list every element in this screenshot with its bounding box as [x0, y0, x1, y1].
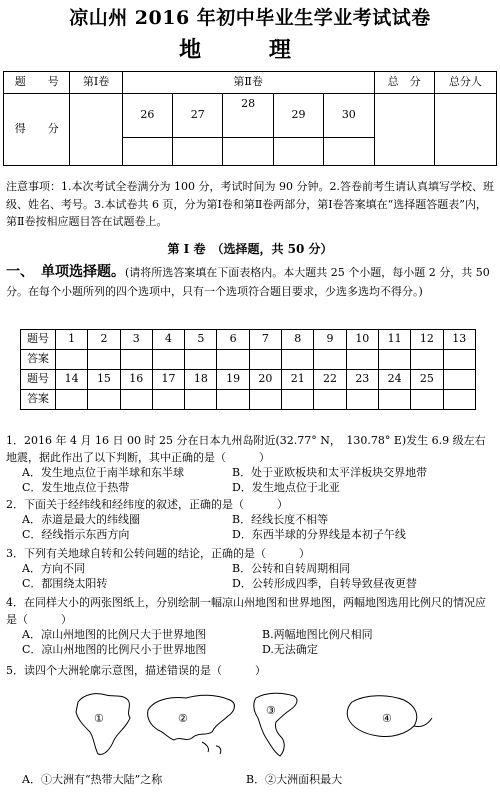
- option-row: [6, 481, 494, 496]
- answer-q-number: 19: [217, 370, 249, 390]
- question-stem: 2．下面关于经纬线和经纬度的叙述，正确的是（ ）: [6, 498, 288, 511]
- answer-cell[interactable]: [314, 350, 346, 370]
- exam-title: 凉山州 2016 年初中毕业生学业考试试卷: [69, 7, 431, 29]
- score-header-scorer: 总分人: [434, 72, 496, 94]
- continent-1-outline: [76, 694, 130, 755]
- answer-table-label: 答案: [21, 350, 56, 370]
- score-row-label: 得 分: [4, 94, 70, 166]
- answer-table: [20, 329, 476, 410]
- answer-cell[interactable]: [346, 350, 378, 370]
- answer-q-number: 10: [346, 330, 378, 350]
- exam-notice: 注意事项：1.本次考试全卷满分为 100 分，考试时间为 90 分钟。2.答卷前考生请认真填写学校、班级、姓名、考号。3.本试卷共 6 页，分为第Ⅰ卷和第Ⅱ卷两部分，第Ⅰ卷答案填在“选择题答题表”内，第Ⅱ卷按相应题目答在试题卷上。: [6, 180, 494, 229]
- q-score-cell[interactable]: [173, 138, 223, 166]
- answer-cell[interactable]: [282, 350, 314, 370]
- answer-q-number: 11: [378, 330, 410, 350]
- answer-cell[interactable]: [217, 350, 249, 370]
- continent-label-3: ③: [266, 704, 276, 717]
- answer-cell[interactable]: [120, 350, 152, 370]
- q-number-cell: 27: [173, 94, 223, 138]
- answer-q-number: 22: [314, 370, 346, 390]
- answer-q-number: 17: [152, 370, 184, 390]
- option-b[interactable]: B．处于亚欧板块和太平洋板块交界地带: [232, 466, 428, 480]
- question-stem: 1．2016 年 4 月 16 日 00 时 25 分在日本九州岛附近(32.77° N， 130.78° E)发生 6.9 级左右地震，据此作出了以下判断，其中正确的是（ ）: [6, 434, 486, 465]
- continent-4-outline: [347, 696, 432, 737]
- option-a[interactable]: A．方向不同: [22, 562, 85, 576]
- answer-cell[interactable]: [185, 390, 217, 410]
- answer-q-number: 4: [152, 330, 184, 350]
- option-a[interactable]: A．赤道是最大的纬线圈: [22, 513, 140, 527]
- answer-cell[interactable]: [378, 390, 410, 410]
- question-3: [6, 545, 494, 592]
- option-c[interactable]: C．都围绕太阳转: [22, 576, 108, 590]
- answer-q-number: 6: [217, 330, 249, 350]
- answer-q-number: 16: [120, 370, 152, 390]
- option-row: [6, 628, 494, 643]
- answer-cell[interactable]: [346, 390, 378, 410]
- answer-q-number: 5: [185, 330, 217, 350]
- option-b[interactable]: B．②大洲面积最大: [246, 773, 343, 786]
- continent-2-outline: [148, 695, 235, 754]
- answer-q-number: 8: [282, 330, 314, 350]
- option-row: [6, 773, 494, 788]
- answer-q-number: 13: [443, 330, 475, 350]
- answer-cell[interactable]: [120, 390, 152, 410]
- answer-cell[interactable]: [88, 390, 120, 410]
- option-row: [6, 562, 494, 577]
- score-total-cell[interactable]: [374, 94, 434, 166]
- answer-q-number: 23: [346, 370, 378, 390]
- option-d[interactable]: D．公转形成四季，自转导致昼夜更替: [232, 576, 417, 590]
- option-b[interactable]: B．经线长度不相等: [232, 513, 329, 527]
- answer-cell[interactable]: [411, 350, 443, 370]
- option-b[interactable]: B.两幅地图比例尺相同: [262, 628, 373, 642]
- subject-title: 地 理: [179, 37, 321, 63]
- answer-cell[interactable]: [282, 390, 314, 410]
- score-scorer-cell[interactable]: [434, 94, 496, 166]
- score-header-part2: 第Ⅱ卷: [122, 72, 374, 94]
- option-row: [6, 466, 494, 481]
- q-score-cell[interactable]: [223, 138, 273, 166]
- section-instruction: (请将所选答案填在下面表格内。本大题共 25 个小题，每小题 2 分，共 50 分。在每个小题所列的四个选项中，只有一个选项符合题目要求，少选多选均不得分。): [6, 266, 490, 299]
- answer-cell[interactable]: [443, 350, 475, 370]
- continent-3-outline: [254, 693, 297, 756]
- option-a[interactable]: A．①大洲有“热带大陆”之称: [22, 773, 163, 786]
- answer-q-number: 21: [282, 370, 314, 390]
- answer-cell[interactable]: [152, 390, 184, 410]
- option-a[interactable]: A．发生地点位于南半球和东半球: [22, 466, 184, 480]
- option-c[interactable]: C．经线指示东西方向: [22, 527, 130, 541]
- answer-cell[interactable]: [314, 390, 346, 410]
- answer-q-number: 24: [378, 370, 410, 390]
- answer-cell[interactable]: [56, 390, 88, 410]
- q-score-cell[interactable]: [324, 138, 374, 166]
- answer-cell[interactable]: [185, 350, 217, 370]
- answer-q-number: 1: [56, 330, 88, 350]
- continent-label-4: ④: [382, 712, 392, 725]
- q-number-cell: 29: [273, 94, 323, 138]
- continent-label-1: ①: [94, 712, 104, 725]
- continent-outlines-figure: [70, 688, 450, 760]
- q-number-cell: 30: [324, 94, 374, 138]
- option-c[interactable]: C．凉山州地图的比例尺小于世界地图: [22, 642, 207, 656]
- option-row: [6, 513, 494, 528]
- question-stem: 4．在同样大小的两张图纸上，分别绘制一幅凉山州地图和世界地图，两幅地图选用比例尺的情况应是（ ）: [6, 596, 486, 627]
- q-score-cell[interactable]: [273, 138, 323, 166]
- answer-q-number: 3: [120, 330, 152, 350]
- score-table: [3, 71, 497, 166]
- section-title: 第 Ⅰ 卷 （选择题，共 50 分）: [167, 242, 333, 256]
- answer-cell[interactable]: [88, 350, 120, 370]
- option-d[interactable]: D．东西半球的分界线是本初子午线: [232, 527, 406, 541]
- answer-q-number: 14: [56, 370, 88, 390]
- q-number-cell: 26: [122, 94, 172, 138]
- score-header-total: 总 分: [374, 72, 434, 94]
- q-score-cell[interactable]: [122, 138, 172, 166]
- answer-cell[interactable]: [56, 350, 88, 370]
- answer-table-label: 题号: [21, 370, 56, 390]
- continent-label-2: ②: [178, 712, 188, 725]
- question-5: [6, 662, 494, 679]
- option-row: [6, 643, 494, 658]
- question-stem: 5．读四个大洲轮廓示意图，描述错误的是（ ）: [6, 664, 266, 677]
- question-2: [6, 496, 494, 543]
- question-stem: 3．下列有关地球自转和公转问题的结论，正确的是（ ）: [6, 547, 310, 560]
- q-number-cell: 28: [223, 94, 273, 138]
- answer-table-label: 答案: [21, 390, 56, 410]
- answer-q-number: 20: [249, 370, 281, 390]
- option-c[interactable]: C．发生地点位于热带: [22, 480, 130, 494]
- answer-q-number: 12: [411, 330, 443, 350]
- answer-q-number: 7: [249, 330, 281, 350]
- option-d[interactable]: D．发生地点位于北亚: [232, 480, 340, 494]
- score-header-part1: 第Ⅰ卷: [70, 72, 122, 94]
- answer-empty-cell: [443, 390, 475, 410]
- answer-cell[interactable]: [249, 350, 281, 370]
- answer-q-number: 9: [314, 330, 346, 350]
- answer-empty-cell: [443, 370, 475, 390]
- question-4: [6, 594, 494, 658]
- answer-cell[interactable]: [249, 390, 281, 410]
- score-header-item: 题 号: [4, 72, 70, 94]
- answer-cell[interactable]: [217, 390, 249, 410]
- question-5-options: [6, 773, 494, 788]
- section-heading: 一、 单项选择题。: [6, 264, 125, 280]
- question-1: [6, 432, 494, 496]
- answer-q-number: 15: [88, 370, 120, 390]
- answer-cell[interactable]: [152, 350, 184, 370]
- answer-table-label: 题号: [21, 330, 56, 350]
- answer-q-number: 2: [88, 330, 120, 350]
- option-b[interactable]: B．公转和自转周期相同: [232, 562, 351, 576]
- option-row: [6, 577, 494, 592]
- answer-cell[interactable]: [411, 390, 443, 410]
- option-a[interactable]: A．凉山州地图的比例尺大于世界地图: [22, 628, 206, 642]
- answer-cell[interactable]: [378, 350, 410, 370]
- answer-q-number: 25: [411, 370, 443, 390]
- option-row: [6, 528, 494, 543]
- option-d[interactable]: D.无法确定: [262, 642, 318, 656]
- answer-q-number: 18: [185, 370, 217, 390]
- score-part1-cell[interactable]: [70, 94, 122, 166]
- section-intro: [6, 261, 494, 301]
